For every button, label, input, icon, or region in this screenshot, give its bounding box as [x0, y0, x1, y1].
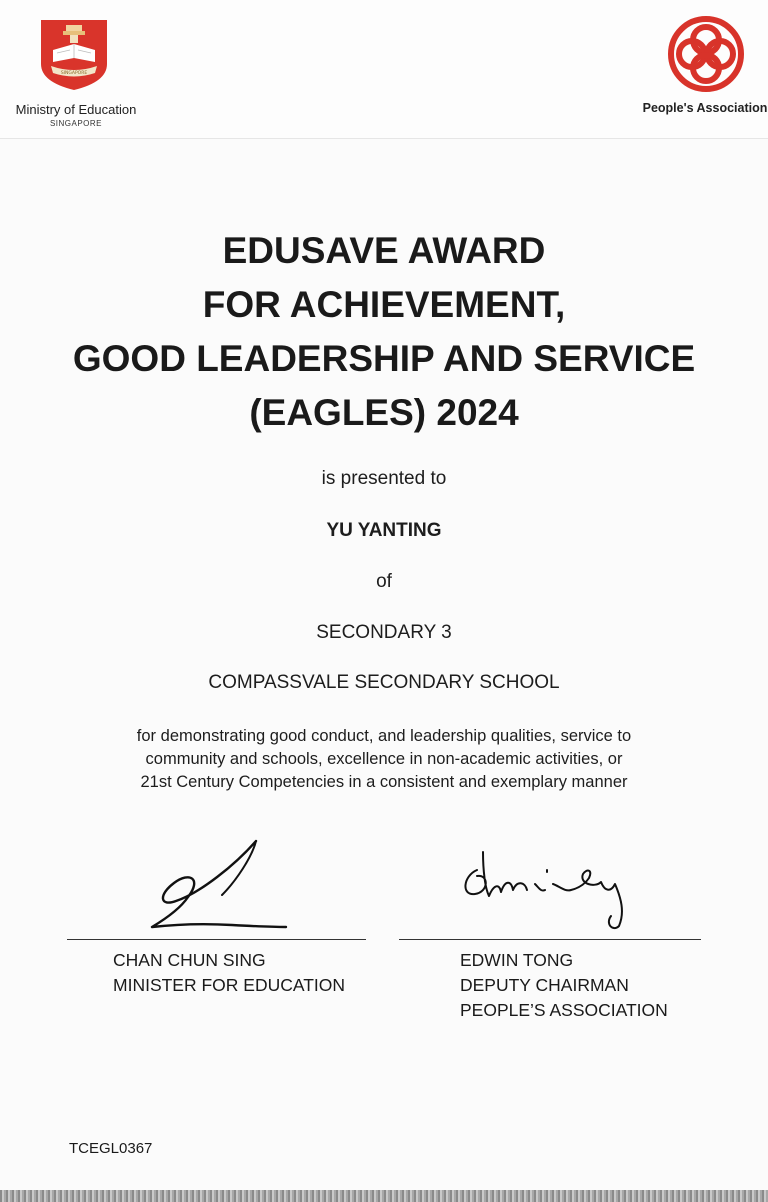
award-title-line: FOR ACHIEVEMENT, [202, 284, 566, 325]
citation-line: 21st Century Competencies in a consistent and exemplary manner [140, 773, 628, 791]
signatory-title: DEPUTY CHAIRMAN [460, 975, 629, 995]
student-level: SECONDARY 3 [316, 622, 452, 643]
signatory-minister [113, 948, 345, 998]
award-title-line: EDUSAVE AWARD [222, 230, 546, 271]
signatory-name: EDWIN TONG [460, 950, 574, 970]
signature-line-right [399, 939, 701, 940]
citation-line: community and schools, excellence in non-academic activities, or [145, 750, 623, 768]
pa-name: People's Association [642, 101, 768, 115]
deputy-chairman-signature [455, 840, 655, 935]
recipient-name: YU YANTING [326, 520, 442, 541]
moe-crest-logo [39, 18, 109, 92]
school-name: COMPASSVALE SECONDARY SCHOOL [208, 672, 560, 693]
citation-line: for demonstrating good conduct, and leadership qualities, service to [136, 727, 632, 745]
moe-name: Ministry of Education [15, 102, 137, 117]
moe-country: SINGAPORE [49, 119, 103, 128]
award-title-line: GOOD LEADERSHIP AND SERVICE [72, 338, 696, 379]
of-text: of [376, 571, 392, 592]
presented-to-text: is presented to [321, 468, 447, 489]
moe-crest-banner: SINGAPORE [60, 71, 88, 76]
signatory-deputy-chairman [460, 948, 668, 1023]
signatory-title: PEOPLE’S ASSOCIATION [460, 1000, 668, 1020]
signature-line-left [67, 939, 366, 940]
signatory-name: CHAN CHUN SING [113, 950, 266, 970]
pa-logo [664, 12, 748, 96]
signatory-title: MINISTER FOR EDUCATION [113, 975, 346, 995]
award-title-line: (EAGLES) 2024 [249, 392, 519, 433]
citation-text [70, 725, 698, 794]
certificate-reference-number: TCEGL0367 [69, 1140, 153, 1157]
award-title [0, 224, 768, 440]
minister-signature [140, 835, 300, 935]
paper-bottom-edge [0, 1190, 768, 1202]
